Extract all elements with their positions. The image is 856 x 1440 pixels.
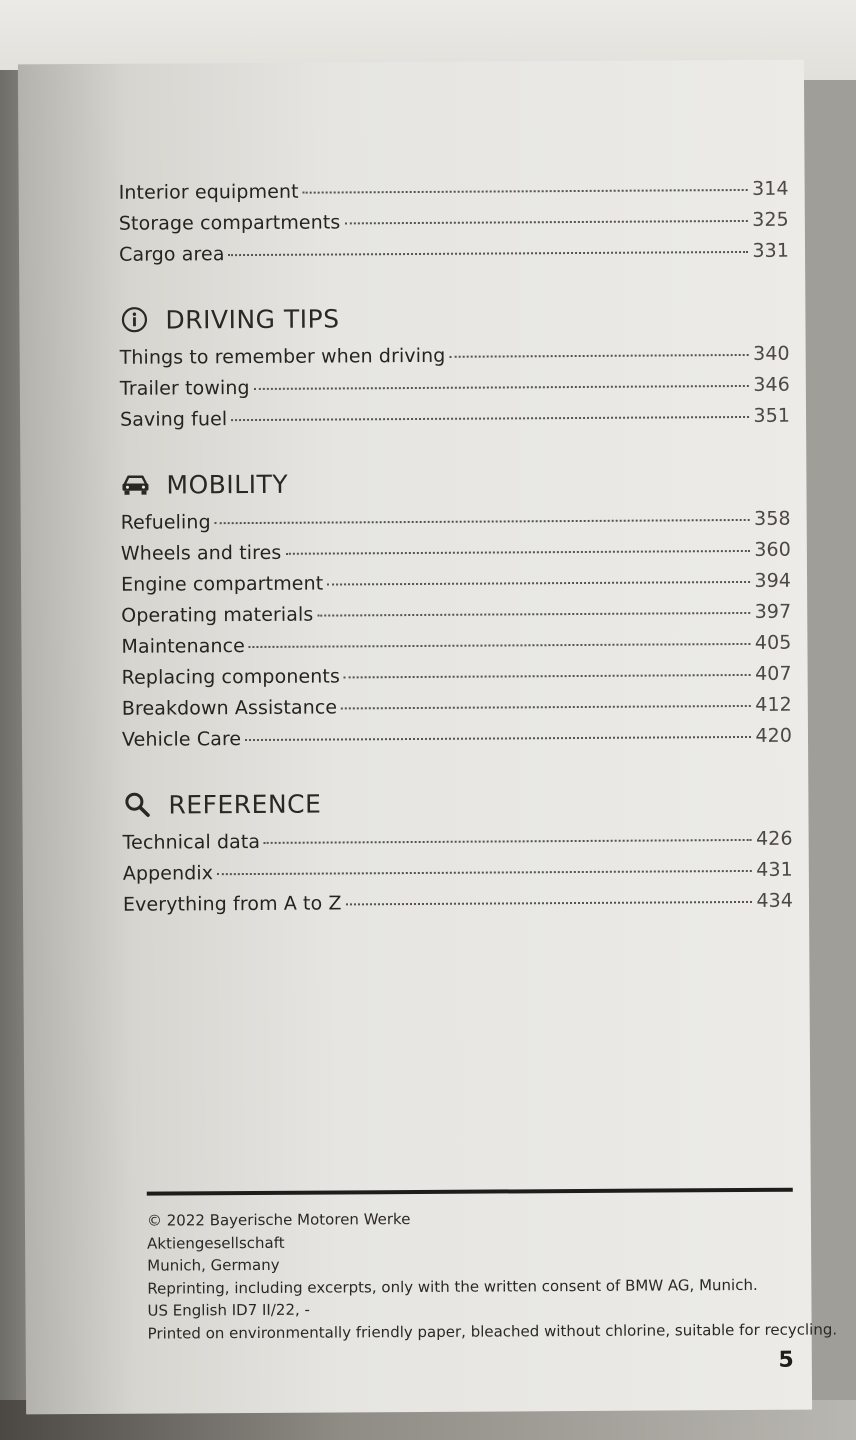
toc-entry-label: Operating materials — [121, 603, 314, 627]
toc-entry-page: 420 — [755, 724, 793, 747]
dot-leader — [346, 901, 753, 905]
section-heading-driving-tips — [119, 301, 789, 335]
toc-entry-label: Saving fuel — [119, 408, 228, 431]
toc-entry-page: 397 — [754, 600, 792, 623]
toc-entry-page: 394 — [754, 569, 792, 592]
dot-leader — [327, 581, 750, 586]
section-title: DRIVING TIPS — [165, 303, 340, 335]
toc-group-driving-tips — [120, 343, 791, 440]
toc-entry-page: 426 — [755, 827, 793, 850]
dot-leader — [317, 612, 750, 617]
toc-entry[interactable] — [123, 828, 793, 863]
section-title: REFERENCE — [168, 789, 322, 820]
toc-entry[interactable] — [122, 663, 792, 698]
edition-line: US English ID7 II/22, - — [147, 1300, 310, 1320]
toc-entry-page: 346 — [753, 373, 790, 396]
toc-entry-label: Trailer towing — [119, 377, 250, 400]
dot-leader — [215, 519, 750, 524]
toc-entry[interactable] — [120, 374, 790, 409]
toc-entry[interactable] — [120, 343, 790, 378]
toc-entry-label: Cargo area — [118, 243, 225, 266]
toc-entry-page: 407 — [754, 662, 792, 685]
dot-leader — [449, 354, 749, 358]
toc-entry-label: Things to remember when driving — [119, 344, 446, 369]
toc-entry-page: 351 — [753, 404, 791, 427]
company-line: Aktiengesellschaft — [147, 1233, 285, 1253]
toc-entry[interactable] — [121, 632, 791, 667]
toc-group-mobility — [121, 508, 793, 760]
dot-leader — [231, 416, 749, 421]
toc-entry-label: Everything from A to Z — [122, 892, 342, 916]
toc-entry-page: 358 — [754, 507, 791, 530]
toc-entry-label: Breakdown Assistance — [121, 696, 338, 720]
toc-group-top — [119, 178, 790, 275]
toc-entry[interactable] — [121, 601, 791, 636]
info-icon — [119, 305, 149, 335]
toc-entry-page: 340 — [753, 342, 790, 365]
dot-leader — [264, 839, 752, 844]
toc-entry[interactable] — [119, 178, 789, 213]
section-heading-reference — [122, 786, 792, 820]
toc-entry-label: Wheels and tires — [120, 541, 282, 565]
search-icon — [122, 790, 152, 820]
toc-entry-page: 314 — [752, 177, 789, 200]
dot-leader — [217, 870, 752, 875]
toc-entry-page: 412 — [755, 693, 792, 716]
toc-entry[interactable] — [119, 209, 789, 244]
footer-rule — [147, 1188, 793, 1196]
toc-entry[interactable] — [121, 508, 791, 543]
imprint-footer — [146, 1188, 838, 1345]
toc-entry[interactable] — [123, 890, 793, 925]
toc-entry[interactable] — [119, 240, 789, 275]
dot-leader — [245, 736, 751, 741]
page-number: 5 — [778, 1347, 794, 1373]
toc-entry-page: 434 — [756, 889, 794, 912]
dot-leader — [249, 643, 751, 648]
toc-entry[interactable] — [121, 539, 791, 574]
manual-page — [18, 60, 838, 1415]
dot-leader — [254, 385, 750, 390]
toc-entry[interactable] — [123, 859, 793, 894]
car-icon — [120, 470, 150, 500]
paper-notice: Printed on environmentally friendly paper, bleached without chlorine, suitable for recycling. — [147, 1319, 838, 1343]
toc-entry[interactable] — [122, 725, 792, 760]
toc-entry-label: Maintenance — [121, 635, 245, 658]
toc-entry[interactable] — [121, 570, 791, 605]
toc-entry-label: Replacing components — [121, 665, 340, 689]
dot-leader — [285, 550, 750, 555]
dot-leader — [344, 220, 748, 224]
reprint-notice: Reprinting, including excerpts, only with the written consent of BMW AG, Munich. — [147, 1275, 758, 1298]
toc-entry-label: Interior equipment — [118, 180, 299, 204]
toc-entry-label: Appendix — [122, 862, 214, 885]
dot-leader — [341, 705, 751, 710]
toc-entry[interactable] — [120, 405, 790, 440]
toc-entry-page: 331 — [752, 239, 790, 262]
copyright-line: © 2022 Bayerische Motoren Werke — [146, 1210, 411, 1230]
toc-entry-label: Vehicle Care — [121, 728, 242, 751]
section-title: MOBILITY — [166, 469, 289, 500]
toc-entry[interactable] — [122, 694, 792, 729]
location-line: Munich, Germany — [147, 1255, 280, 1275]
toc-entry-page: 325 — [752, 208, 789, 231]
dot-leader — [303, 189, 748, 194]
toc-entry-label: Engine compartment — [120, 572, 324, 596]
toc-entry-label: Refueling — [120, 511, 211, 534]
toc-entry-page: 405 — [754, 631, 792, 654]
section-heading-mobility — [120, 466, 790, 500]
dot-leader — [344, 674, 751, 678]
toc-group-reference — [123, 828, 794, 925]
toc-entry-page: 360 — [754, 538, 791, 561]
toc-entry-page: 431 — [756, 858, 793, 881]
dot-leader — [229, 251, 749, 256]
toc-entry-label: Technical data — [122, 830, 261, 854]
toc-entry-label: Storage compartments — [118, 211, 341, 235]
table-of-contents — [119, 178, 794, 925]
